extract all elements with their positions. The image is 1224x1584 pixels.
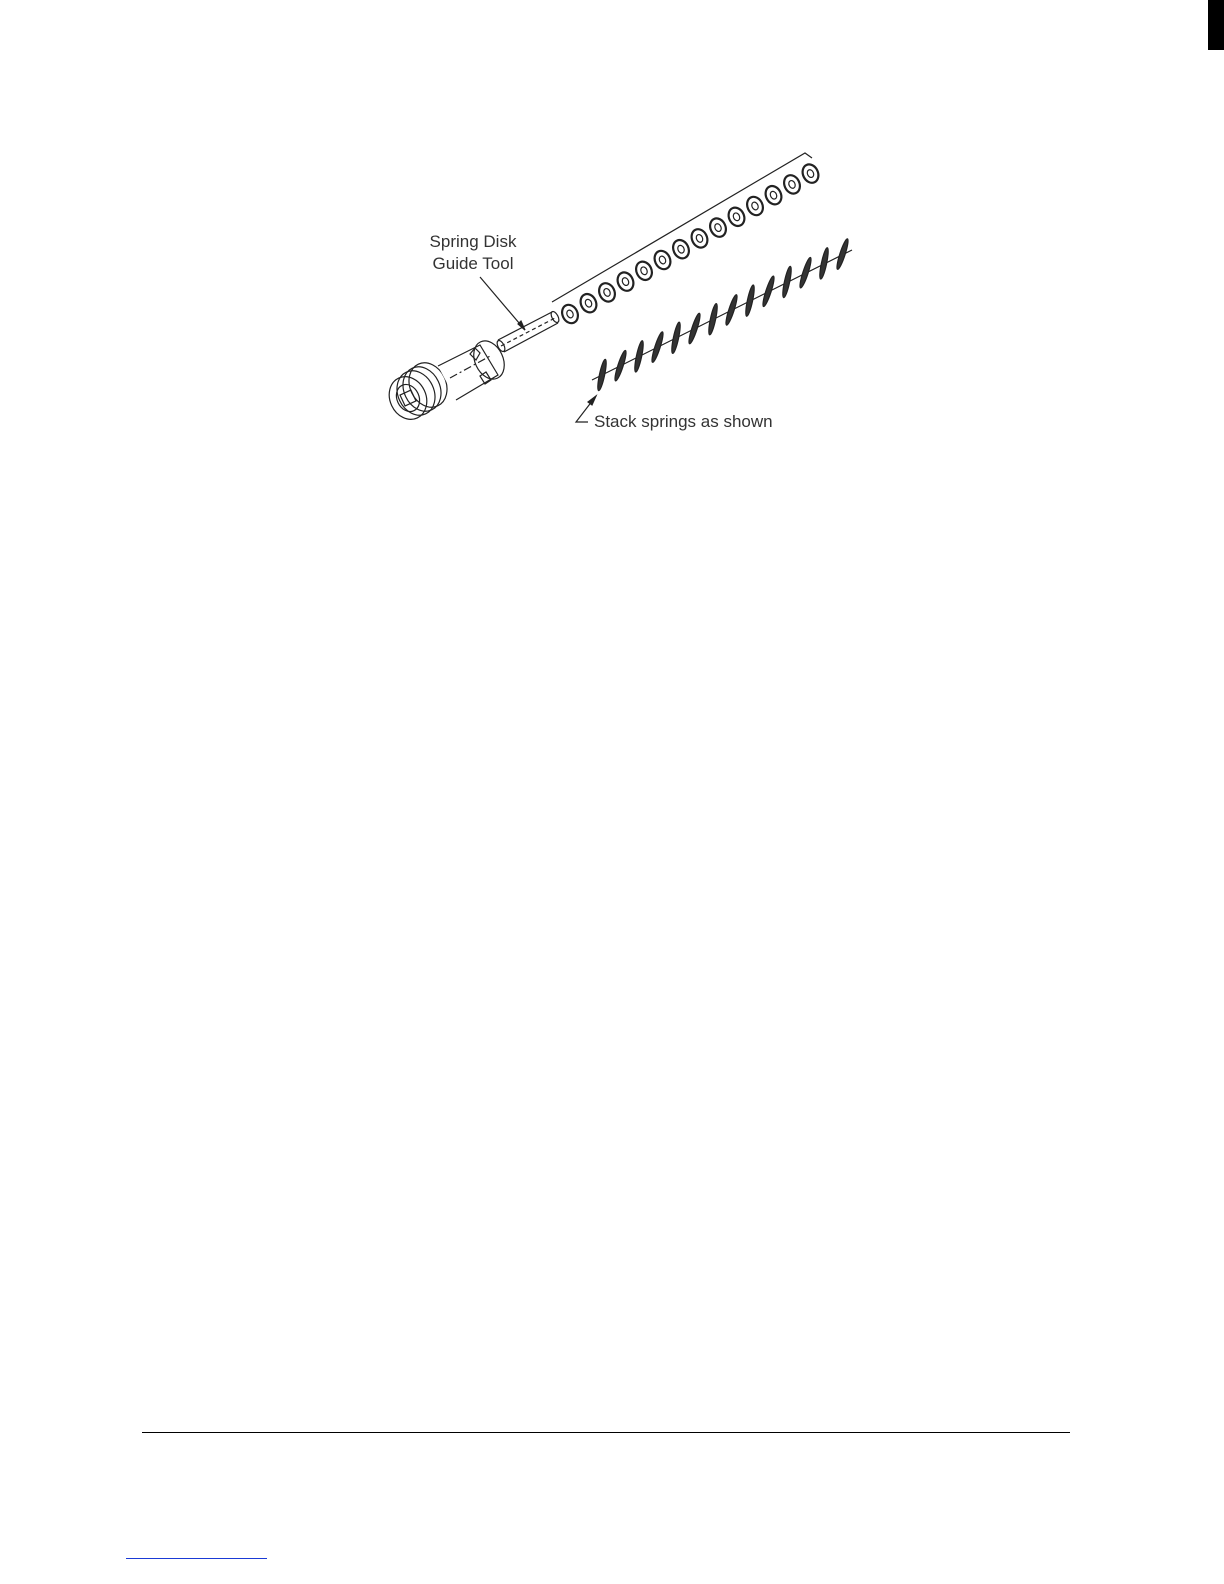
upper-disk-hole (732, 212, 741, 222)
upper-disk (670, 237, 692, 261)
upper-disk (652, 248, 674, 272)
upper-disk (763, 183, 785, 207)
upper-disk-hole (566, 309, 575, 319)
upper-disk (615, 270, 637, 294)
footer-link-underline (126, 1558, 267, 1559)
guide-tool-leader (480, 277, 525, 330)
guide-tool-label-line2: Guide Tool (432, 254, 514, 273)
upper-disk-hole (769, 190, 778, 200)
guide-tool-label (418, 231, 528, 275)
upper-disk-hole (658, 255, 667, 265)
spring-disk (707, 303, 719, 335)
upper-disk (781, 173, 803, 197)
upper-disk (726, 205, 748, 229)
upper-disk-hole (603, 288, 612, 298)
footer-rule (142, 1432, 1070, 1433)
spring-disk (613, 350, 628, 382)
upper-disk (559, 302, 581, 326)
spring-disk (670, 322, 682, 354)
upper-disk (707, 216, 729, 240)
upper-disk-hole (806, 169, 815, 179)
upper-disk-row (559, 162, 821, 326)
upper-disk-hole (584, 298, 593, 308)
upper-disk (578, 291, 600, 315)
stack-springs-label: Stack springs as shown (594, 412, 773, 431)
spring-disk (724, 294, 739, 326)
upper-disk-hole (677, 244, 686, 254)
spring-disk (798, 257, 813, 289)
spring-disk-assembly-figure (380, 140, 860, 440)
spring-disk (761, 275, 776, 307)
guide-tool-label-line1: Spring Disk (429, 232, 517, 251)
lower-spring-row (592, 238, 852, 391)
spring-disk (818, 247, 830, 279)
guide-tool-rod (496, 310, 561, 352)
lower-row-axis (592, 250, 852, 380)
spring-disk (687, 312, 702, 344)
upper-disk (689, 227, 711, 251)
upper-disk (800, 162, 822, 186)
upper-disk-hole (621, 277, 630, 287)
spring-disk (744, 284, 756, 316)
spring-disk (781, 266, 793, 298)
spring-disk (650, 331, 665, 363)
spring-hub-housing (382, 336, 510, 426)
assembly-illustration (380, 140, 860, 440)
spring-disk (835, 238, 850, 270)
spring-disk (596, 359, 608, 391)
upper-disk (744, 194, 766, 218)
upper-disk (596, 281, 618, 305)
upper-disk-hole (788, 180, 797, 190)
spring-disk (633, 340, 645, 372)
upper-disk-hole (695, 234, 704, 244)
upper-disk-hole (640, 266, 649, 276)
stack-springs-arrow (588, 396, 596, 405)
upper-disk-hole (714, 223, 723, 233)
page-edge-bar (1208, 0, 1224, 50)
upper-disk-hole (751, 201, 760, 211)
upper-disk (633, 259, 655, 283)
